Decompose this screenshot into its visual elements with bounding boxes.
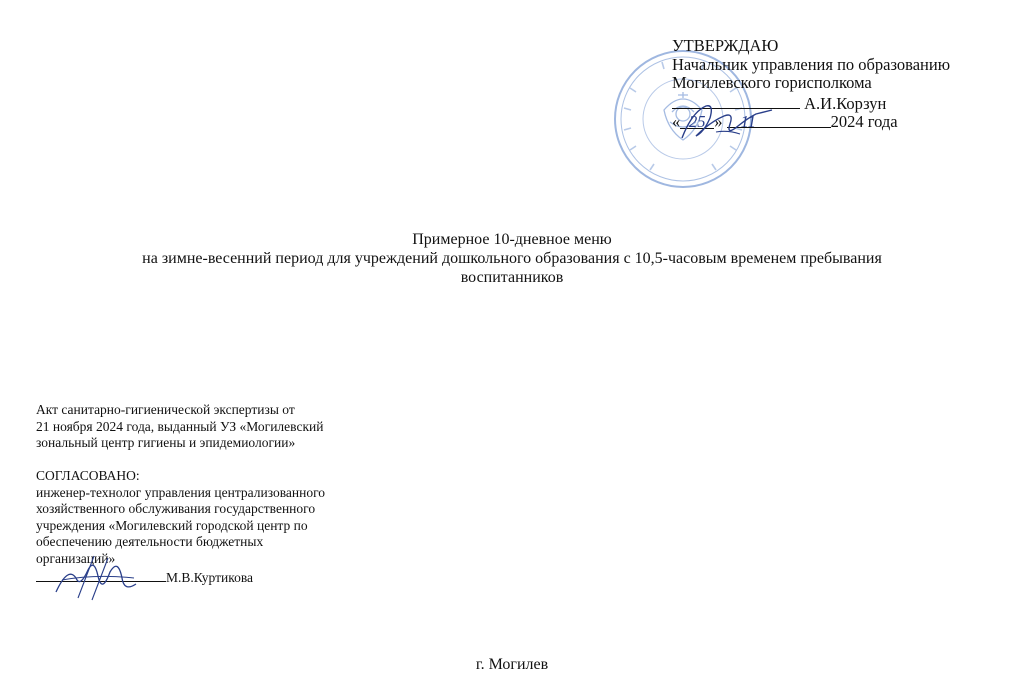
agreed-line4: обеспечению деятельности бюджетных bbox=[36, 534, 264, 549]
title-line1: Примерное 10-дневное меню bbox=[412, 231, 612, 248]
approver-position-line2: Могилевского горисполкома bbox=[672, 73, 872, 92]
title-line2: на зимне-весенний период для учреждений дошкольного образования с 10,5-часовым временем пребывания bbox=[142, 250, 882, 267]
document-title bbox=[0, 230, 1024, 287]
date-quote-open: « bbox=[672, 112, 681, 131]
date-year: 2024 года bbox=[830, 112, 898, 131]
approver-position-line1: Начальник управления по образованию bbox=[672, 54, 951, 74]
approval-heading: УТВЕРЖДАЮ bbox=[672, 36, 779, 55]
agreed-line2: хозяйственного обслуживания государственного bbox=[36, 501, 316, 516]
agreed-line3: учреждения «Могилевский городской центр по bbox=[36, 517, 308, 533]
agreed-heading: СОГЛАСОВАНО: bbox=[36, 468, 140, 483]
expertise-line1: Акт санитарно-гигиенической экспертизы от bbox=[36, 402, 295, 417]
city-label: г. Могилев bbox=[475, 656, 549, 673]
title-line3: воспитанников bbox=[460, 269, 564, 286]
agreed-signatory: М.В.Куртикова bbox=[166, 570, 254, 585]
agreed-line5: организаций» bbox=[36, 550, 116, 566]
expertise-line2: 21 ноября 2024 года, выданный УЗ «Могилевский bbox=[36, 418, 324, 434]
approver-handwritten-signature bbox=[676, 92, 776, 148]
date-quote-close: » bbox=[714, 112, 723, 131]
approver-name: А.И.Корзун bbox=[804, 93, 887, 113]
date-month: 11 bbox=[727, 113, 831, 128]
agreed-line1: инженер-технолог управления централизованного bbox=[36, 484, 326, 500]
agreed-handwritten-signature bbox=[48, 548, 144, 608]
expertise-line3: зональный центр гигиены и эпидемиологии» bbox=[36, 435, 296, 450]
date-day: 25 bbox=[680, 113, 714, 129]
